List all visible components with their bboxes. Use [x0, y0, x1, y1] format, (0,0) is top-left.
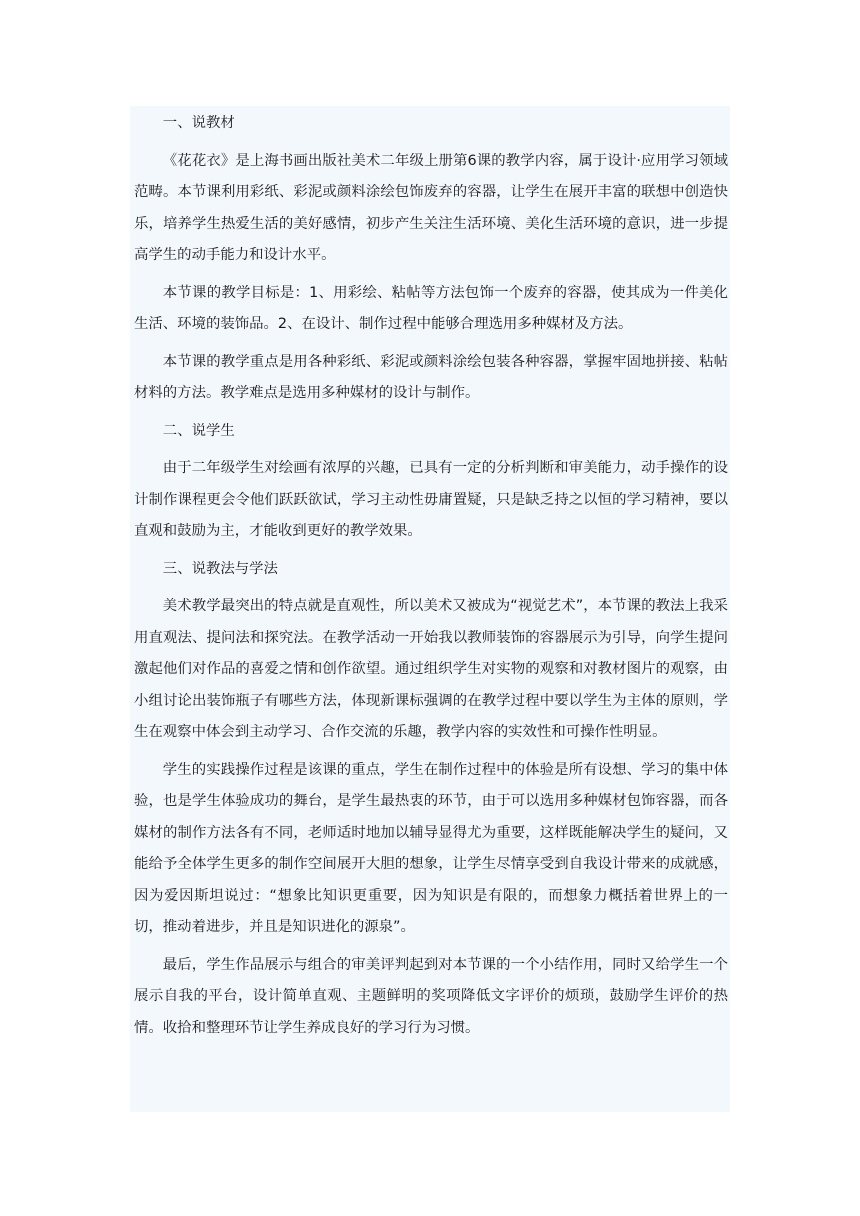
paragraph-students: 由于二年级学生对绘画有浓厚的兴趣，已具有一定的分析判断和审美能力，动手操作的设计制作课程更会令他们跃跃欲试，学习主动性毋庸置疑，只是缺乏持之以恒的学习精神，要以直观和鼓励为主，才能收到更好的教学效果。 [134, 460, 728, 539]
paragraph-practice: 学生的实践操作过程是该课的重点，学生在制作过程中的体验是所有设想、学习的集中体验，也是学生体验成功的舞台，是学生最热衷的环节，由于可以选用多种媒材包饰容器，而各媒材的制作方法各有不同，老师适时地加以辅导显得尤为重要，这样既能解决学生的疑问，又能给予全体学生更多的制作空间展开大胆的想象，让学生尽情享受到自我设计带来的成就感，因为爱因斯坦说过：“想象比知识更重要，因为知识是有限的，而想象力概括着世界上的一切，推动着进步，并且是知识进化的源泉”。 [134, 761, 728, 935]
heading-textbook: 一、说教材 [162, 115, 235, 131]
paragraph-conclusion: 最后，学生作品展示与组合的审美评判起到对本节课的一个小结作用，同时又给学生一个展示自我的平台，设计简单直观、主题鲜明的奖项降低文字评价的烦琐，鼓励学生评价的热情。收拾和整理环节让学生养成良好的学习行为习惯。 [134, 956, 728, 1036]
paragraph-intro: 《花花衣》是上海书画出版社美术二年级上册第6课的教学内容，属于设计·应用学习领域范畴。本节课利用彩纸、彩泥或颜料涂绘包饰废弃的容器，让学生在展开丰富的联想中创造快乐，培养学生热爱生活的美好感情，初步产生关注生活环境、美化生活环境的意识，进一步提高学生的动手能力和设计水平。 [134, 152, 728, 263]
heading-students: 二、说学生 [162, 422, 235, 439]
paragraph-key-points: 本节课的教学重点是用各种彩纸、彩泥或颜料涂绘包装各种容器，掌握牢固地拼接、粘帖材料的方法。教学难点是选用多种媒材的设计与制作。 [134, 353, 728, 401]
document-body [134, 108, 728, 1050]
paragraph-objectives: 本节课的教学目标是：1、用彩绘、粘帖等方法包饰一个废弃的容器，使其成为一件美化生活、环境的装饰品。2、在设计、制作过程中能够合理选用多种媒材及方法。 [134, 284, 728, 332]
heading-methods: 三、说教法与学法 [162, 560, 278, 577]
paragraph-teaching-methods: 美术教学最突出的特点就是直观性，所以美术又被成为“视觉艺术”，本节课的教法上我采用直观法、提问法和探究法。在教学活动一开始我以教师装饰的容器展示为引导，向学生提问激起他们对作品的喜爱之情和创作欲望。通过组织学生对实物的观察和对教材图片的观察，由小组讨论出装饰瓶子有哪些方法，体现新课标强调的在教学过程中要以学生为主体的原则，学生在观察中体会到主动学习、合作交流的乐趣，教学内容的实效性和可操作性明显。 [134, 598, 728, 740]
